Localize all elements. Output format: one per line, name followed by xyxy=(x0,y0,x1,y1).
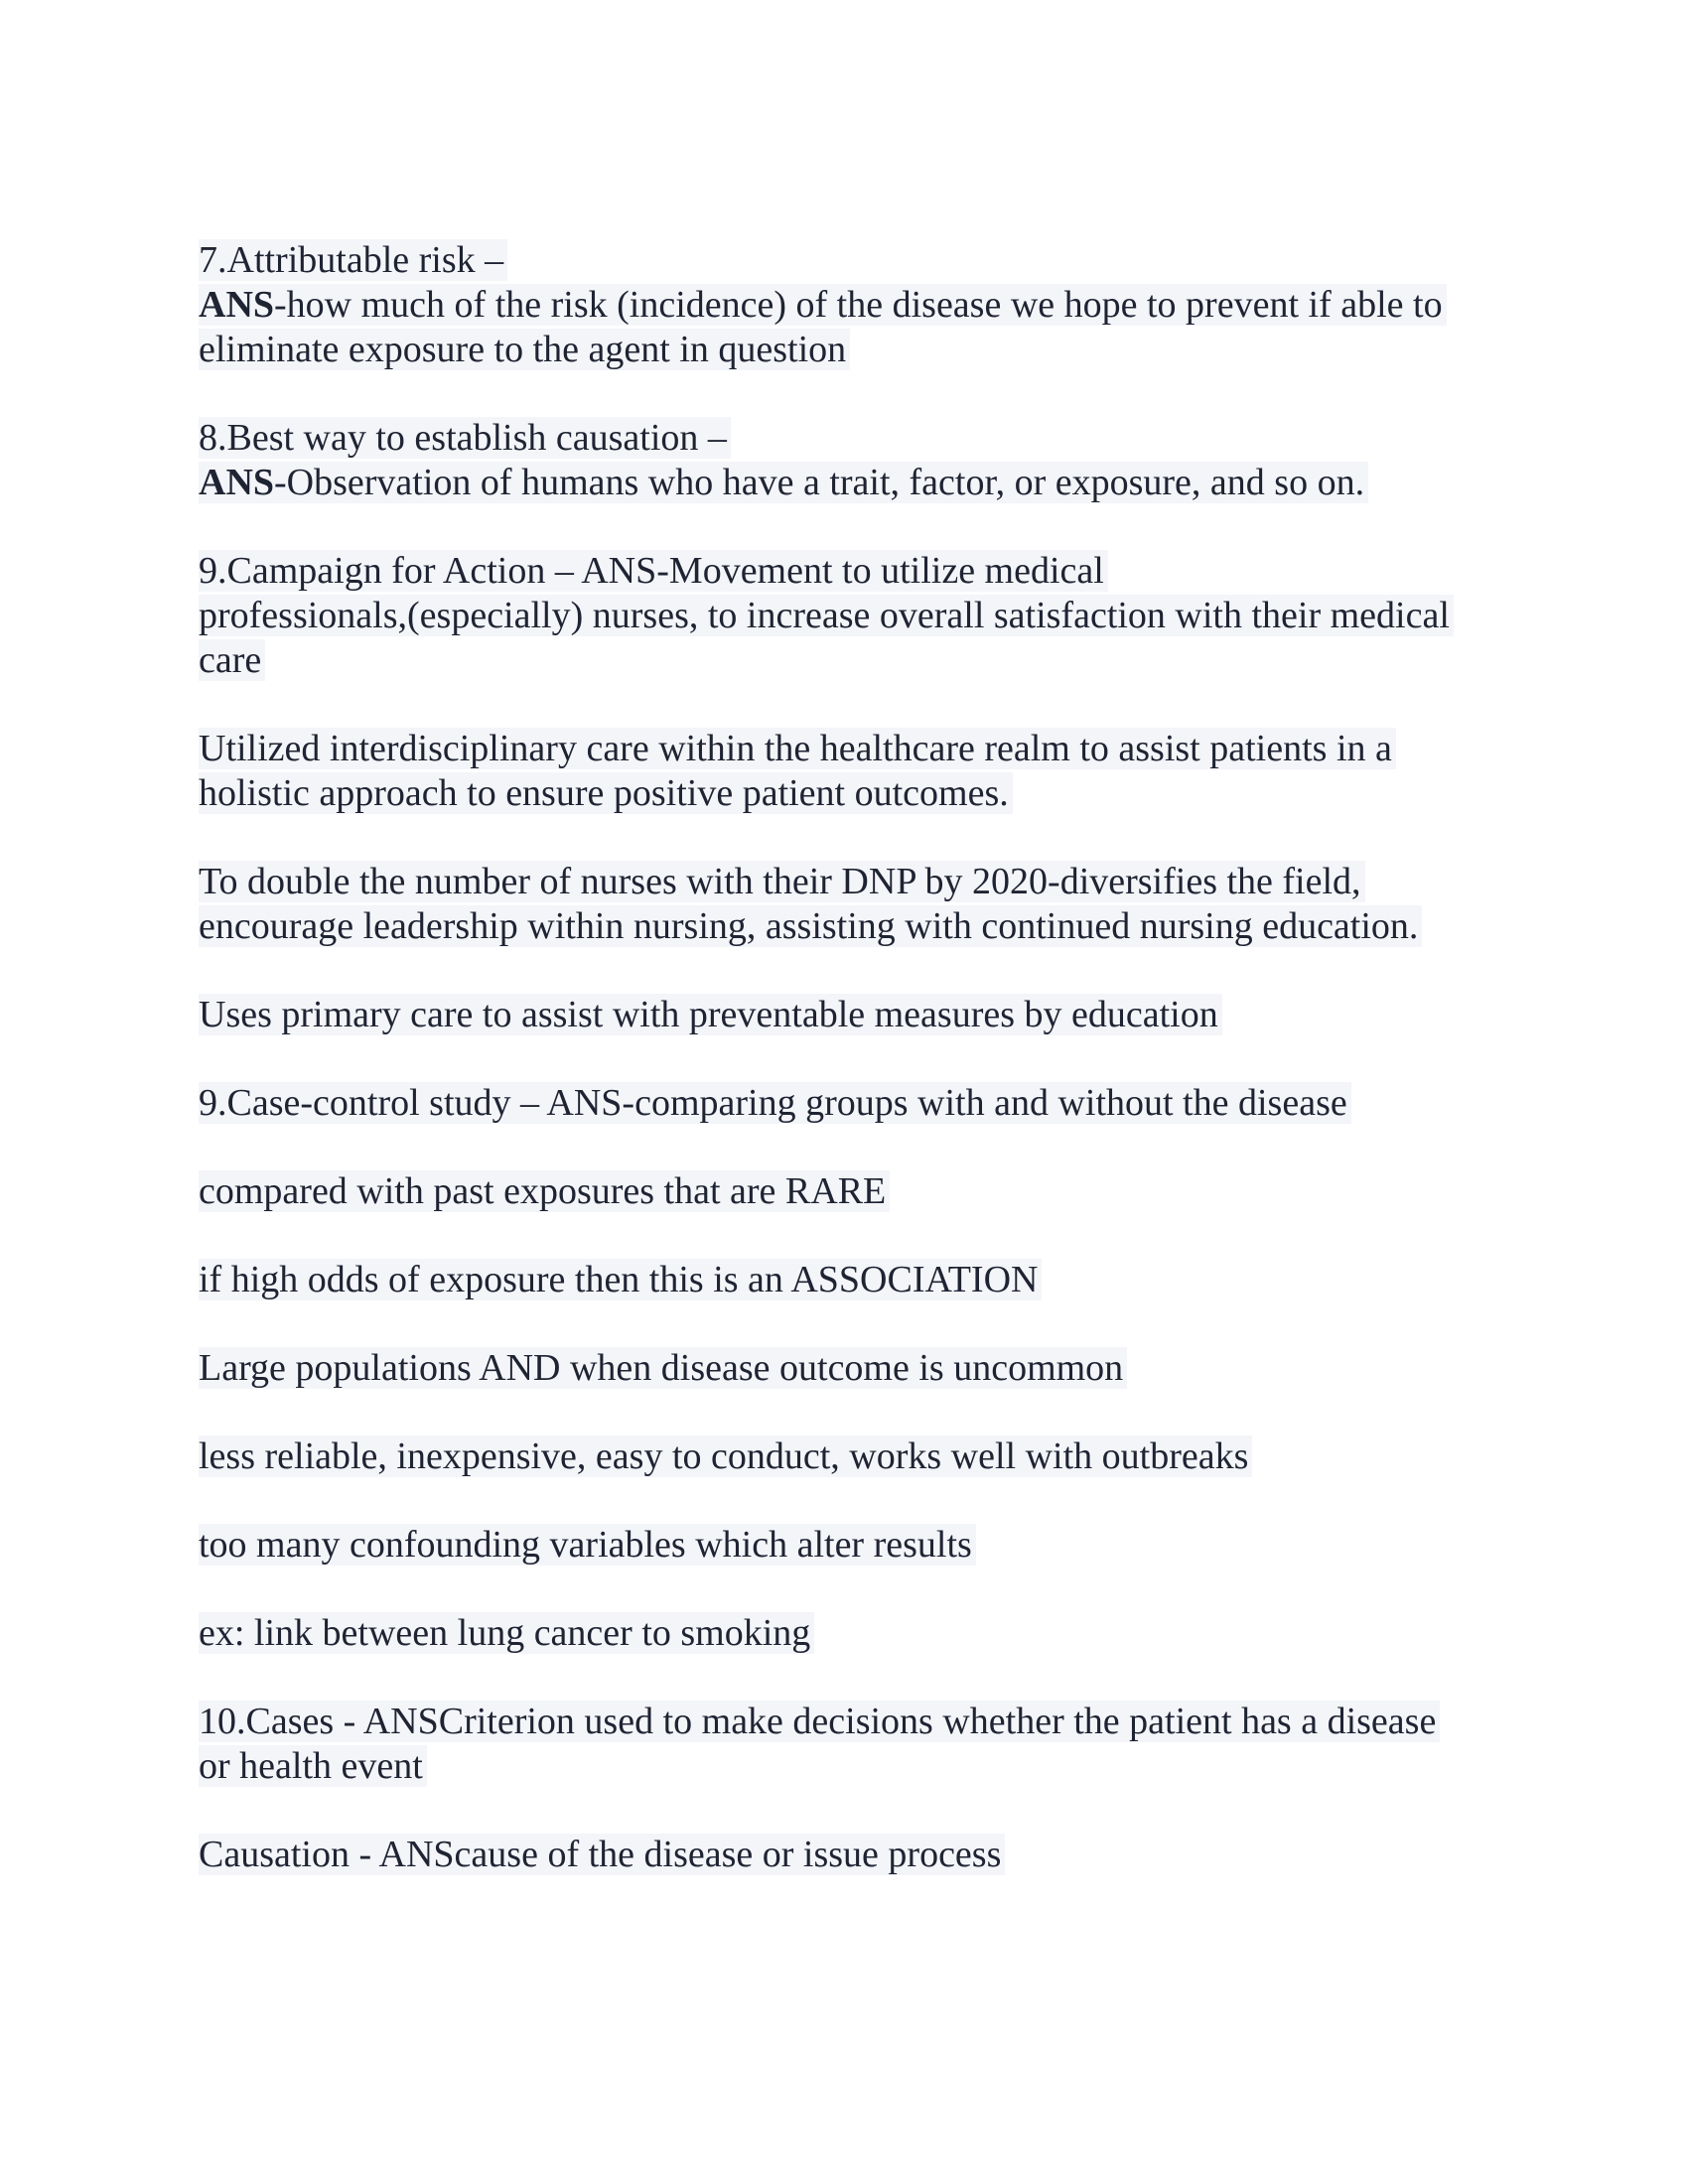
highlighted-text xyxy=(199,550,1108,592)
highlighted-text xyxy=(199,1347,1127,1389)
text-line xyxy=(199,1169,1489,1214)
line-text: holistic approach to ensure positive patient outcomes. xyxy=(199,772,1009,814)
paragraph xyxy=(199,1523,1489,1568)
text-line xyxy=(199,860,1489,904)
paragraph xyxy=(199,1346,1489,1391)
text-line xyxy=(199,461,1489,505)
line-text: compared with past exposures that are RARE xyxy=(199,1170,887,1212)
highlighted-text xyxy=(199,1259,1042,1300)
text-line xyxy=(199,1346,1489,1391)
text-line xyxy=(199,904,1489,949)
line-text: 10.Cases - ANSCriterion used to make decisions whether the patient has a disease xyxy=(199,1701,1437,1742)
line-text: Uses primary care to assist with preventable measures by education xyxy=(199,994,1218,1035)
line-text: encourage leadership within nursing, assisting with continued nursing education. xyxy=(199,905,1419,947)
line-text: 9.Campaign for Action – ANS-Movement to utilize medical xyxy=(199,550,1104,592)
line-text: 8.Best way to establish causation – xyxy=(199,417,727,459)
text-line xyxy=(199,1700,1489,1744)
text-line xyxy=(199,283,1489,328)
paragraph xyxy=(199,1611,1489,1656)
highlighted-text xyxy=(199,1082,1351,1124)
line-text: To double the number of nurses with their DNP by 2020-diversifies the field, xyxy=(199,861,1361,902)
line-text: eliminate exposure to the agent in question xyxy=(199,329,847,370)
paragraph xyxy=(199,549,1489,683)
text-line xyxy=(199,549,1489,594)
paragraph xyxy=(199,727,1489,816)
line-text: Large populations AND when disease outcome is uncommon xyxy=(199,1347,1124,1389)
paragraph xyxy=(199,238,1489,372)
paragraph xyxy=(199,1169,1489,1214)
text-line xyxy=(199,1744,1489,1789)
highlighted-text xyxy=(199,239,507,281)
document-page xyxy=(199,238,1489,1921)
text-line xyxy=(199,416,1489,461)
highlighted-text xyxy=(199,861,1365,902)
highlighted-text xyxy=(199,905,1422,947)
highlighted-text xyxy=(199,284,1447,326)
text-line xyxy=(199,993,1489,1037)
highlighted-text xyxy=(199,595,1454,636)
highlighted-text xyxy=(199,1170,890,1212)
line-text: -Observation of humans who have a trait, factor, or exposure, and so on. xyxy=(274,462,1365,503)
line-text: Causation - ANScause of the disease or issue process xyxy=(199,1834,1002,1875)
text-line xyxy=(199,771,1489,816)
paragraph xyxy=(199,993,1489,1037)
text-line xyxy=(199,1081,1489,1126)
line-text: if high odds of exposure then this is an ASSOCIATION xyxy=(199,1259,1039,1300)
highlighted-text xyxy=(199,639,265,681)
highlighted-text xyxy=(199,417,731,459)
line-text: 9.Case-control study – ANS-comparing groups with and without the disease xyxy=(199,1082,1347,1124)
highlighted-text xyxy=(199,1524,976,1566)
text-line xyxy=(199,1611,1489,1656)
text-line xyxy=(199,238,1489,283)
highlighted-text xyxy=(199,1612,814,1654)
text-line xyxy=(199,727,1489,771)
paragraph xyxy=(199,1700,1489,1789)
paragraph xyxy=(199,1258,1489,1302)
text-line xyxy=(199,594,1489,638)
line-text: too many confounding variables which alter results xyxy=(199,1524,972,1566)
line-text: or health event xyxy=(199,1745,423,1787)
highlighted-text xyxy=(199,1701,1440,1742)
answer-label: ANS xyxy=(199,284,275,326)
highlighted-text xyxy=(199,728,1396,769)
text-line xyxy=(199,1434,1489,1479)
highlighted-text xyxy=(199,329,850,370)
line-text: care xyxy=(199,639,262,681)
text-line xyxy=(199,638,1489,683)
paragraph xyxy=(199,860,1489,949)
highlighted-text xyxy=(199,462,1368,503)
highlighted-text xyxy=(199,1834,1005,1875)
line-text: ex: link between lung cancer to smoking xyxy=(199,1612,811,1654)
text-line xyxy=(199,328,1489,372)
line-text: professionals,(especially) nurses, to increase overall satisfaction with their medical xyxy=(199,595,1450,636)
highlighted-text xyxy=(199,994,1222,1035)
text-line xyxy=(199,1523,1489,1568)
highlighted-text xyxy=(199,1435,1252,1477)
text-line xyxy=(199,1833,1489,1877)
line-text: -how much of the risk (incidence) of the disease we hope to prevent if able to xyxy=(274,284,1443,326)
paragraph xyxy=(199,1434,1489,1479)
line-text: less reliable, inexpensive, easy to conduct, works well with outbreaks xyxy=(199,1435,1249,1477)
answer-label: ANS xyxy=(199,462,275,503)
line-text: Utilized interdisciplinary care within the healthcare realm to assist patients in a xyxy=(199,728,1392,769)
paragraph xyxy=(199,1081,1489,1126)
paragraph xyxy=(199,416,1489,505)
text-line xyxy=(199,1258,1489,1302)
line-text: 7.Attributable risk – xyxy=(199,239,504,281)
paragraph xyxy=(199,1833,1489,1877)
highlighted-text xyxy=(199,772,1013,814)
highlighted-text xyxy=(199,1745,427,1787)
